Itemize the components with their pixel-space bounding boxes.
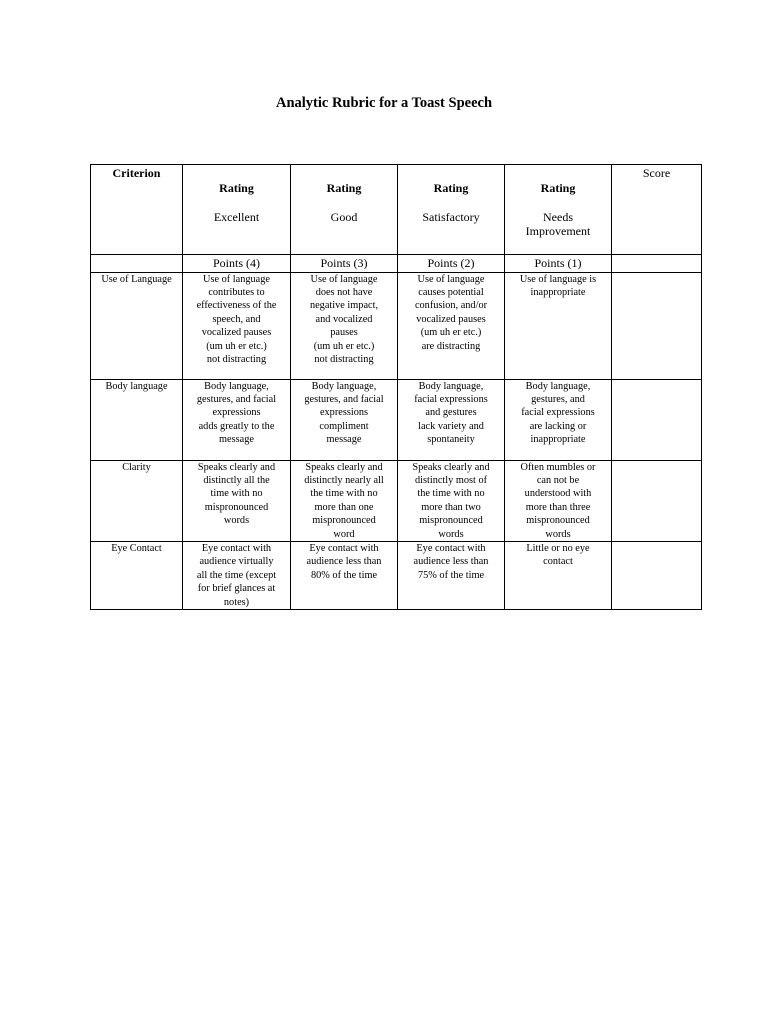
rating-header-needs-improvement bbox=[505, 165, 612, 255]
table-row-clarity bbox=[91, 460, 702, 541]
points-cell: Points (2) bbox=[398, 254, 505, 272]
header-row bbox=[91, 165, 702, 255]
descriptor-cell: Body language, gestures, and facial expressions are lacking or inappropriate bbox=[505, 379, 612, 460]
points-cell: Points (4) bbox=[183, 254, 291, 272]
descriptor-cell: Body language, gestures, and facial expressions adds greatly to the message bbox=[183, 379, 291, 460]
descriptor-cell: Eye contact with audience less than 75% of the time bbox=[398, 542, 505, 610]
rating-label: Rating bbox=[219, 180, 254, 195]
descriptor-cell: Eye contact with audience less than 80% of the time bbox=[291, 542, 398, 610]
points-score-cell bbox=[612, 254, 702, 272]
rating-level: Good bbox=[330, 209, 358, 224]
points-row bbox=[91, 254, 702, 272]
descriptor-cell: Use of language does not have negative impact, and vocalized pauses (um uh er etc.) not distracting bbox=[291, 272, 398, 379]
descriptor-cell: Speaks clearly and distinctly nearly all the time with no more than one mispronounced word bbox=[291, 460, 398, 541]
score-cell bbox=[612, 542, 702, 610]
rating-level: Needs Improvement bbox=[525, 209, 591, 239]
descriptor-cell: Use of language contributes to effectiveness of the speech, and vocalized pauses (um uh er etc.) not distracting bbox=[183, 272, 291, 379]
criterion-cell: Clarity bbox=[91, 460, 183, 541]
rating-header-satisfactory bbox=[398, 165, 505, 255]
points-cell: Points (3) bbox=[291, 254, 398, 272]
table-row-body-language bbox=[91, 379, 702, 460]
criterion-cell: Use of Language bbox=[91, 272, 183, 379]
score-cell bbox=[612, 460, 702, 541]
rating-label: Rating bbox=[326, 180, 362, 195]
criterion-header-label: Criterion bbox=[112, 166, 161, 180]
table-row-eye-contact bbox=[91, 542, 702, 610]
rating-header-excellent bbox=[183, 165, 291, 255]
rating-label: Rating bbox=[540, 180, 576, 195]
rubric-table bbox=[90, 164, 702, 610]
descriptor-cell: Use of language is inappropriate bbox=[505, 272, 612, 379]
descriptor-cell: Often mumbles or can not be understood with more than three mispronounced words bbox=[505, 460, 612, 541]
descriptor-cell: Body language, facial expressions and gestures lack variety and spontaneity bbox=[398, 379, 505, 460]
table-row-use-of-language bbox=[91, 272, 702, 379]
rating-level: Excellent bbox=[213, 209, 260, 224]
score-cell bbox=[612, 379, 702, 460]
document-title: Analytic Rubric for a Toast Speech bbox=[275, 95, 493, 111]
criterion-cell: Body language bbox=[91, 379, 183, 460]
rating-label: Rating bbox=[433, 180, 469, 195]
descriptor-cell: Use of language causes potential confusion, and/or vocalized pauses (um uh er etc.) are distracting bbox=[398, 272, 505, 379]
descriptor-cell: Body language, gestures, and facial expressions compliment message bbox=[291, 379, 398, 460]
points-cell: Points (1) bbox=[505, 254, 612, 272]
descriptor-cell: Speaks clearly and distinctly most of the time with no more than two mispronounced words bbox=[398, 460, 505, 541]
descriptor-cell: Speaks clearly and distinctly all the time with no mispronounced words bbox=[183, 460, 291, 541]
descriptor-cell: Little or no eye contact bbox=[505, 542, 612, 610]
criterion-cell: Eye Contact bbox=[91, 542, 183, 610]
score-header: Score bbox=[612, 165, 702, 255]
descriptor-cell: Eye contact with audience virtually all the time (except for brief glances at notes) bbox=[183, 542, 291, 610]
score-cell bbox=[612, 272, 702, 379]
rating-level: Satisfactory bbox=[422, 209, 480, 224]
criterion-header bbox=[91, 165, 183, 255]
points-blank-cell bbox=[91, 254, 183, 272]
rating-header-good bbox=[291, 165, 398, 255]
